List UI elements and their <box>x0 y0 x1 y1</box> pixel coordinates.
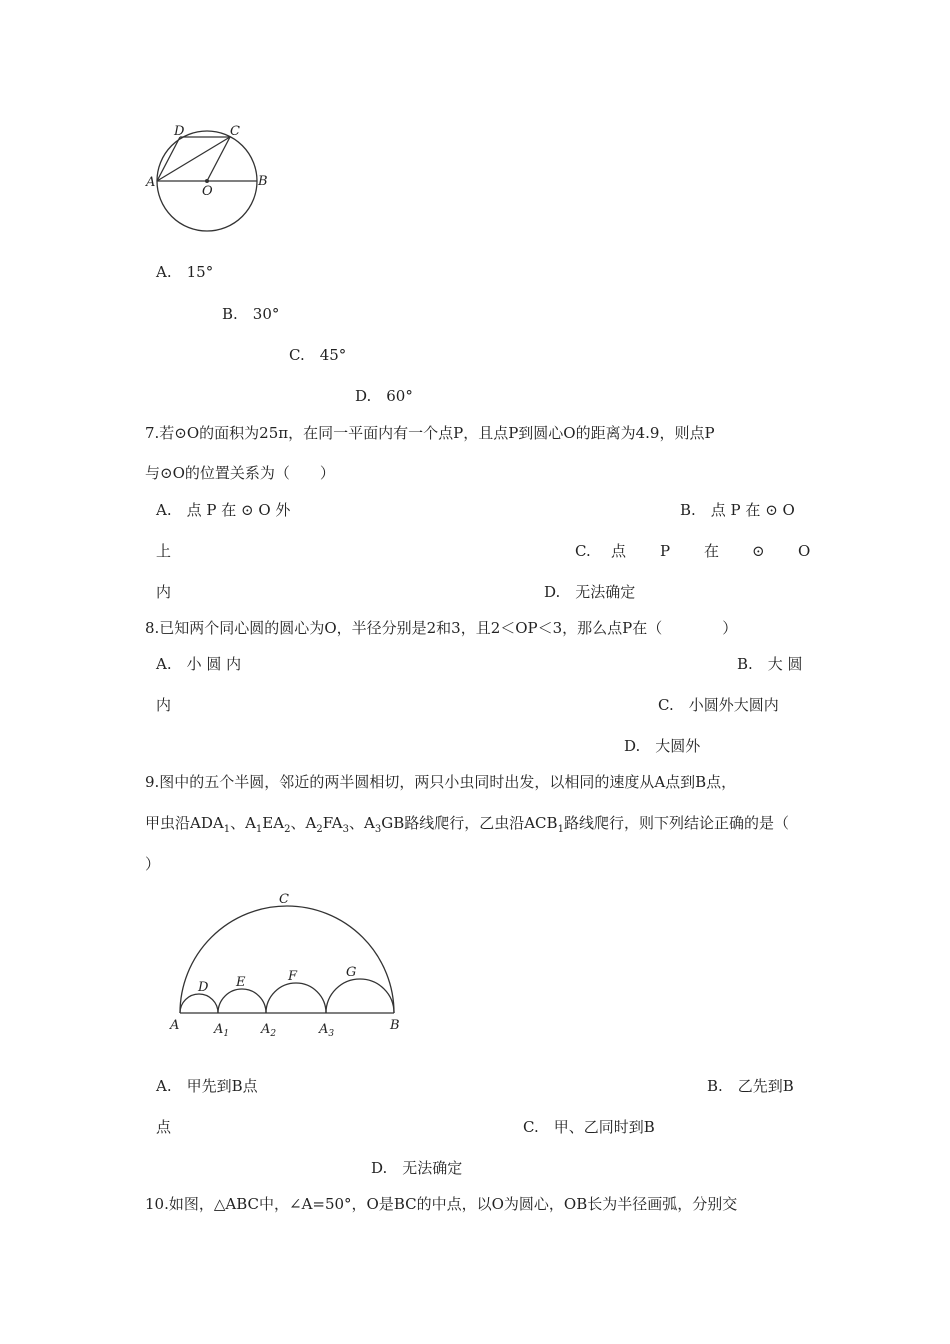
center-dot <box>205 179 209 183</box>
label-a3-sub: 3 <box>328 1029 335 1039</box>
subscript: 2 <box>316 824 323 835</box>
label-a3 <box>318 1022 334 1039</box>
q9-stem-line2 <box>145 813 789 840</box>
label-e: E <box>236 975 246 990</box>
q9-option-a: A. 甲先到B点 <box>156 1077 258 1095</box>
q8-option-c: C. 小圆外大圆内 <box>658 696 779 714</box>
label-a1-sub: 1 <box>223 1029 230 1039</box>
label-d: D <box>174 124 185 139</box>
semicircle-g <box>326 979 394 1013</box>
circle-figure-1 <box>140 118 280 238</box>
semicircles-figure <box>160 885 420 1045</box>
q6-option-d: D. 60° <box>355 387 413 405</box>
label-d: D <box>198 980 209 995</box>
label-a2-letter: A <box>261 1022 271 1037</box>
q8-option-b-cont: 内 <box>156 696 172 714</box>
label-g: G <box>346 965 357 980</box>
label-a: A <box>170 1018 180 1033</box>
q9-option-c: C. 甲、乙同时到B <box>523 1118 655 1136</box>
label-a3-letter: A <box>319 1022 329 1037</box>
semicircle-e <box>218 989 266 1013</box>
q9-stem-part: EA <box>262 814 285 832</box>
q7-option-c-w5: O <box>798 542 811 560</box>
q7-option-c-w4: ⊙ <box>752 542 765 560</box>
semicircle-f <box>266 983 326 1013</box>
label-a: A <box>146 175 156 190</box>
q9-stem-line3: ） <box>145 855 161 873</box>
label-a2 <box>260 1022 276 1039</box>
q7-stem-line1: 7.若⊙O的面积为25π，在同一平面内有一个点P，且点P到圆心O的距离为4.9，则点P <box>145 424 715 442</box>
q8-option-b: B. 大 圆 <box>737 655 803 673</box>
subscript: 3 <box>342 824 349 835</box>
q6-option-b: B. 30° <box>222 305 280 323</box>
q9-stem-part: 、A <box>349 814 375 832</box>
big-semicircle-acb <box>180 906 394 1013</box>
q9-stem-part: FA <box>322 814 343 832</box>
label-b: B <box>258 174 268 189</box>
q7-option-b-cont: 上 <box>156 542 172 560</box>
subscript: 1 <box>557 824 564 835</box>
q7-option-c-cont: 内 <box>156 583 172 601</box>
q7-option-b: B. 点 P 在 ⊙ O <box>680 501 795 519</box>
label-a1-letter: A <box>214 1022 224 1037</box>
label-f: F <box>288 969 298 984</box>
q9-stem-part: 、A <box>230 814 256 832</box>
q7-option-a: A. 点 P 在 ⊙ O 外 <box>156 501 291 519</box>
q7-option-c-w3: 在 <box>704 542 720 560</box>
subscript: 1 <box>255 824 263 835</box>
q9-stem-line1: 9.图中的五个半圆，邻近的两半圆相切，两只小虫同时出发，以相同的速度从A点到B点， <box>145 773 737 791</box>
q6-option-a: A. 15° <box>156 263 214 281</box>
label-c: C <box>279 892 289 907</box>
subscript: 3 <box>374 824 382 835</box>
label-a1 <box>213 1022 229 1039</box>
label-a2-sub: 2 <box>270 1029 277 1039</box>
q9-stem-part: 、A <box>290 814 317 832</box>
q9-option-d: D. 无法确定 <box>371 1159 463 1177</box>
label-c: C <box>230 124 240 139</box>
q8-stem: 8.已知两个同心圆的圆心为O，半径分别是2和3，且2＜OP＜3，那么点P在（ ） <box>145 619 738 637</box>
q7-option-c-w2: P <box>660 542 671 560</box>
q9-option-b-cont: 点 <box>156 1118 172 1136</box>
q7-option-c-label: C. <box>575 542 591 560</box>
q8-option-d: D. 大圆外 <box>624 737 701 755</box>
q10-stem-line1: 10.如图，△ABC中，∠A=50°，O是BC的中点，以O为圆心，OB长为半径画弧，分别交 <box>145 1195 738 1213</box>
subscript: 1 <box>223 824 231 835</box>
q7-option-c-w1: 点 <box>611 542 627 560</box>
q8-option-a: A. 小 圆 内 <box>156 655 242 673</box>
q9-stem-part: GB路线爬行，乙虫沿ACB <box>381 814 558 832</box>
subscript: 2 <box>284 824 291 835</box>
label-o: O <box>202 184 213 199</box>
semicircle-d <box>180 994 218 1013</box>
q9-stem-part: 路线爬行，则下列结论正确的是（ <box>563 814 789 832</box>
q6-option-c: C. 45° <box>289 346 347 364</box>
q9-stem-part: 甲虫沿ADA <box>145 814 224 832</box>
label-b: B <box>390 1018 400 1033</box>
q9-option-b: B. 乙先到B <box>707 1077 794 1095</box>
q7-stem-line2: 与⊙O的位置关系为（ ） <box>145 464 335 482</box>
q7-option-d: D. 无法确定 <box>544 583 636 601</box>
